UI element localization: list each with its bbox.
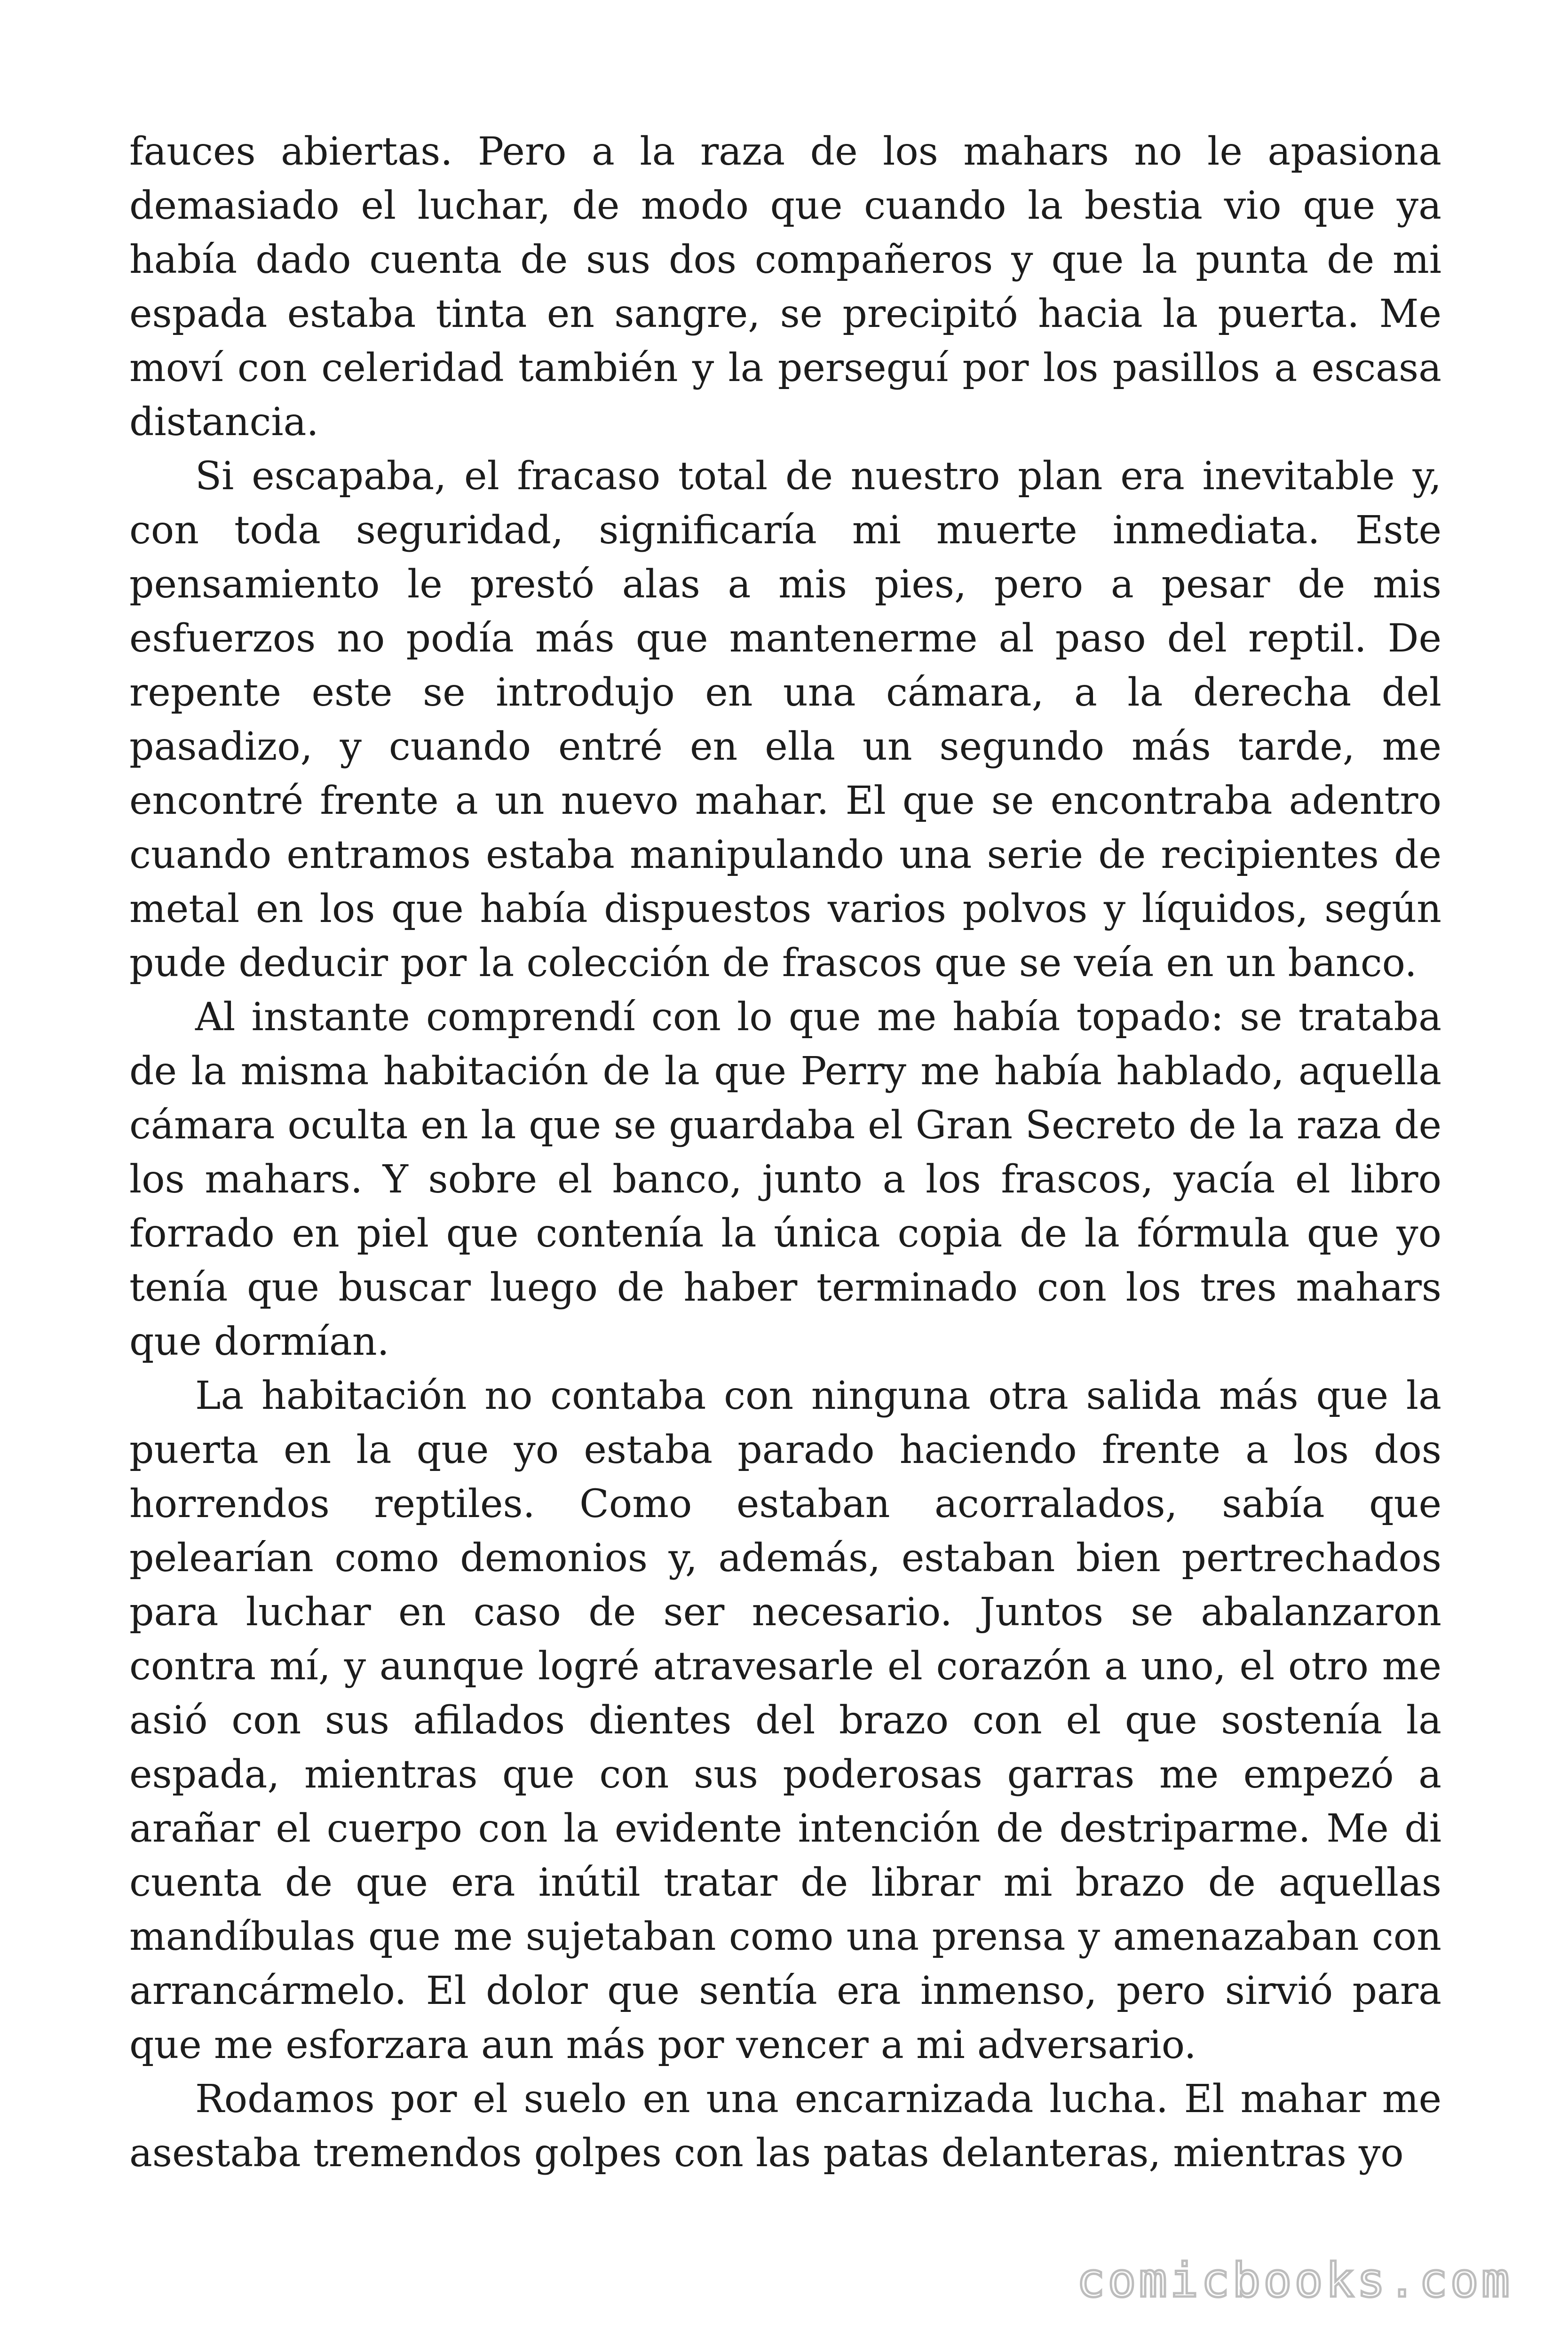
- book-page-text: [129, 125, 1441, 2180]
- paragraph: Rodamos por el suelo en una encarnizada lucha. El mahar me asestaba tremendos golpes con las patas delanteras, mientras yo: [129, 2077, 1441, 2176]
- paragraph-continuation: fauces abiertas. Pero a la raza de los mahars no le apasiona demasiado el luchar, de modo que cuando la bestia vio que ya había dado cuenta de sus dos compañeros y que la punta de mi espada estaba tinta en sangre, se precipitó hacia la puerta. Me moví con celeridad también y la perseguí por los pasillos a escasa distancia.: [129, 129, 1441, 445]
- paragraph: Si escapaba, el fracaso total de nuestro plan era inevitable y, con toda seguridad, significaría mi muerte inmediata. Este pensamiento le prestó alas a mis pies, pero a pesar de mis esfuerzos no podía más que mantenerme al paso del reptil. De repente este se introdujo en una cámara, a la derecha del pasadizo, y cuando entré en ella un segundo más tarde, me encontré frente a un nuevo mahar. El que se encontraba adentro cuando entramos estaba manipulando una serie de recipientes de metal en los que había dispuestos varios polvos y líquidos, según pude deducir por la colección de frascos que se veía en un banco.: [129, 454, 1441, 985]
- paragraph: Al instante comprendí con lo que me había topado: se trataba de la misma habitación de la que Perry me había hablado, aquella cámara oculta en la que se guardaba el Gran Secreto de la raza de los mahars. Y sobre el banco, junto a los frascos, yacía el libro forrado en piel que contenía la única copia de la fórmula que yo tenía que buscar luego de haber terminado con los tres mahars que dormían.: [129, 995, 1441, 1364]
- paragraph: La habitación no contaba con ninguna otra salida más que la puerta en la que yo estaba parado haciendo frente a los dos horrendos reptiles. Como estaban acorralados, sabía que pelearían como demonios y, además, estaban bien pertrechados para luchar en caso de ser necesario. Juntos se abalanzaron contra mí, y aunque logré atravesarle el corazón a uno, el otro me asió con sus afilados dientes del brazo con el que sostenía la espada, mientras que con sus poderosas garras me empezó a arañar el cuerpo con la evidente intención de destriparme. Me di cuenta de que era inútil tratar de librar mi brazo de aquellas mandíbulas que me sujetaban como una prensa y amenazaban con arrancármelo. El dolor que sentía era inmenso, pero sirvió para que me esforzara aun más por vencer a mi adversario.: [129, 1374, 1441, 2067]
- site-watermark: comicbooks.com: [1077, 2253, 1513, 2308]
